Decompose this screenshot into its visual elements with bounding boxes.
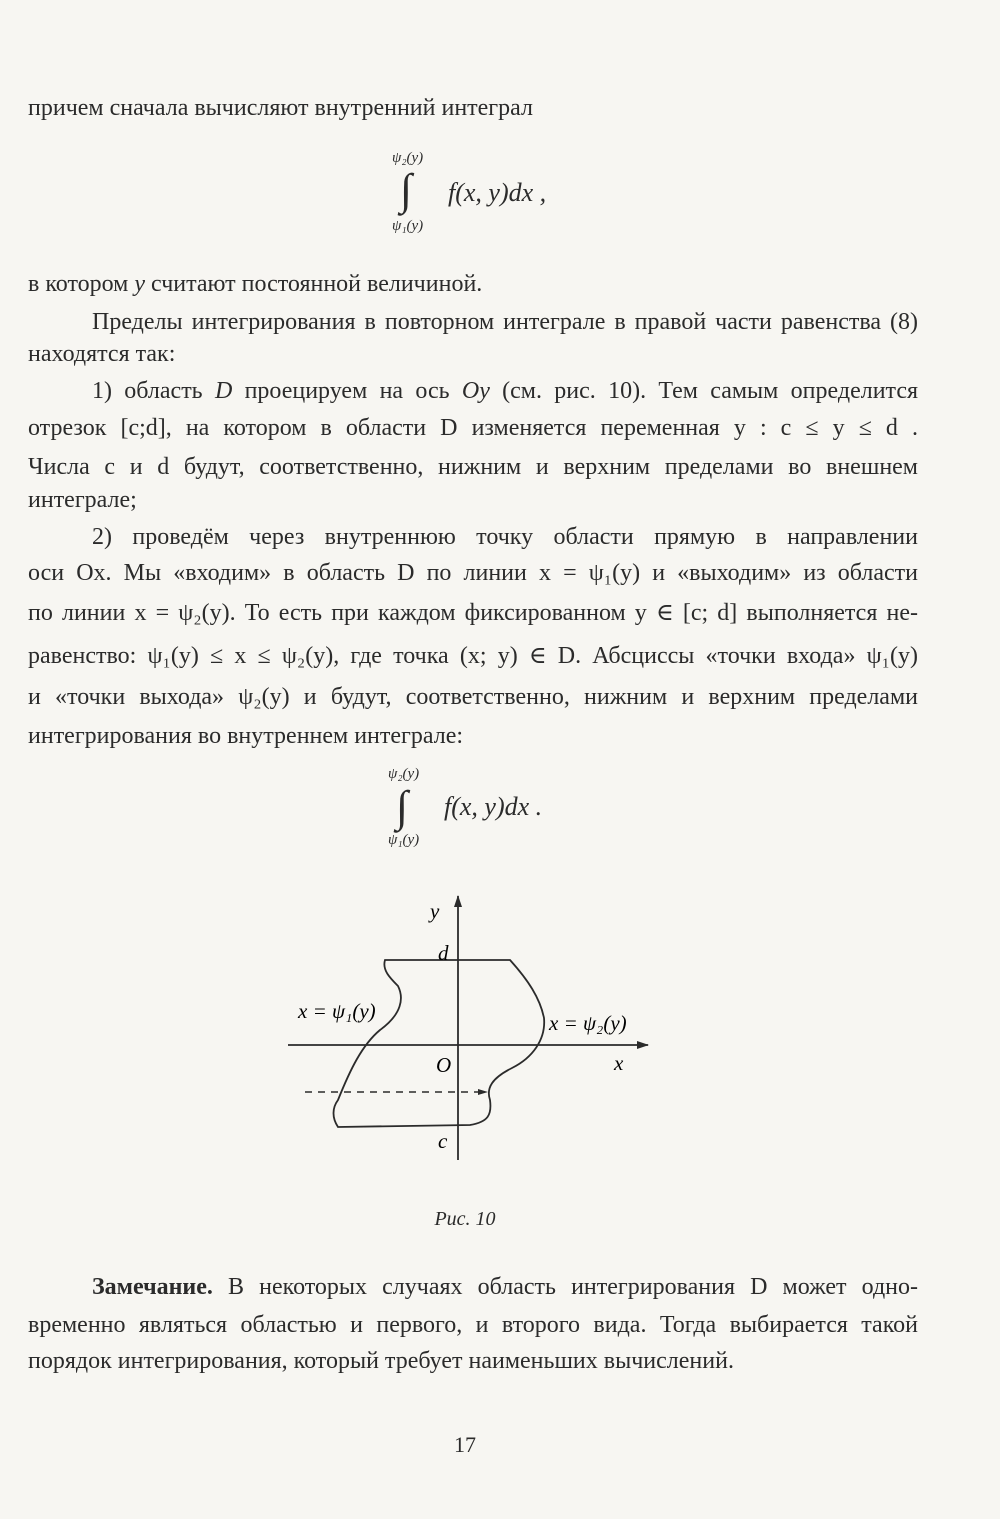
paragraph-line: Пределы интегрирования в повторном интеграле в правой части равенства (8) xyxy=(92,309,918,335)
integrand: f(x, y)dx . xyxy=(444,792,543,821)
page-number: 17 xyxy=(454,1432,476,1457)
figure-caption: Рис. 10 xyxy=(434,1208,496,1230)
paragraph-line xyxy=(28,268,918,300)
integrand: f(x, y)dx , xyxy=(448,178,547,207)
text-span: В некоторых случаях область интегрирования D может одно- xyxy=(212,1274,918,1300)
c-label: c xyxy=(438,1129,448,1153)
upper-limit: ψ₂(y) xyxy=(392,150,424,166)
right-curve-label: x = ψ₂(y) xyxy=(549,1011,627,1035)
upper-limit: ψ₂(y) xyxy=(388,766,420,782)
text-span: в котором xyxy=(28,271,135,297)
remark-line: временно являться областью и первого, и второго вида. Тогда выбирается такой xyxy=(28,1312,918,1338)
lower-limit: ψ₁(y) xyxy=(392,218,424,234)
integral-sign: ∫ xyxy=(396,782,409,831)
math-var: y xyxy=(134,271,146,297)
remark-line xyxy=(92,1271,918,1303)
left-curve-label: x = ψ₁(y) xyxy=(298,999,376,1023)
paragraph-line: и «точки выхода» ψ₂(y) и будут, соответственно, нижним и верхним пределами xyxy=(28,684,918,710)
paragraph-line: интегрирования во внутреннем интеграле: xyxy=(28,723,464,749)
paragraph-line: по линии x = ψ₂(y). То есть при каждом фиксированном y ∈ [c; d] выполняется не- xyxy=(28,600,918,626)
remark-line: порядок интегрирования, который требует наименьших вычислений. xyxy=(28,1348,734,1374)
lower-limit: ψ₁(y) xyxy=(388,832,420,848)
y-axis-label: y xyxy=(430,899,440,923)
text-span: проецируем на ось xyxy=(232,378,462,404)
paragraph-line: оси Ox. Мы «входим» в область D по линии x = ψ₁(y) и «выходим» из области xyxy=(28,560,918,586)
paragraph-line xyxy=(92,375,918,407)
paragraph-line: Числа c и d будут, соответственно, нижним и верхним пределами во внешнем xyxy=(28,454,918,480)
integral-sign: ∫ xyxy=(400,165,413,214)
paragraph-line: интеграле; xyxy=(28,487,137,513)
paragraph-line: равенство: ψ₁(y) ≤ x ≤ ψ₂(y), где точка (x; y) ∈ D. Абсциссы «точки входа» ψ₁(y) xyxy=(28,643,918,669)
origin-label: O xyxy=(436,1053,452,1077)
math-var: Oy xyxy=(461,378,490,404)
text-span: считают постоянной величиной. xyxy=(145,271,483,297)
paragraph-line: 2) проведём через внутреннюю точку области прямую в направлении xyxy=(92,524,918,550)
figure-region-d xyxy=(0,890,1000,1190)
remark-heading: Замечание. xyxy=(92,1274,213,1300)
d-label: d xyxy=(438,941,449,965)
x-axis-label: x xyxy=(614,1051,624,1075)
text-span: 1) область xyxy=(92,378,215,404)
paragraph-line: находятся так: xyxy=(28,341,176,367)
paragraph-line: отрезок [c;d], на котором в области D изменяется переменная y : c ≤ y ≤ d . xyxy=(28,415,918,441)
text-span: (см. рис. 10). Тем самым определится xyxy=(489,378,919,404)
math-var: D xyxy=(214,378,233,404)
paragraph-line: причем сначала вычисляют внутренний интеграл xyxy=(28,95,533,121)
region-boundary xyxy=(334,960,545,1127)
